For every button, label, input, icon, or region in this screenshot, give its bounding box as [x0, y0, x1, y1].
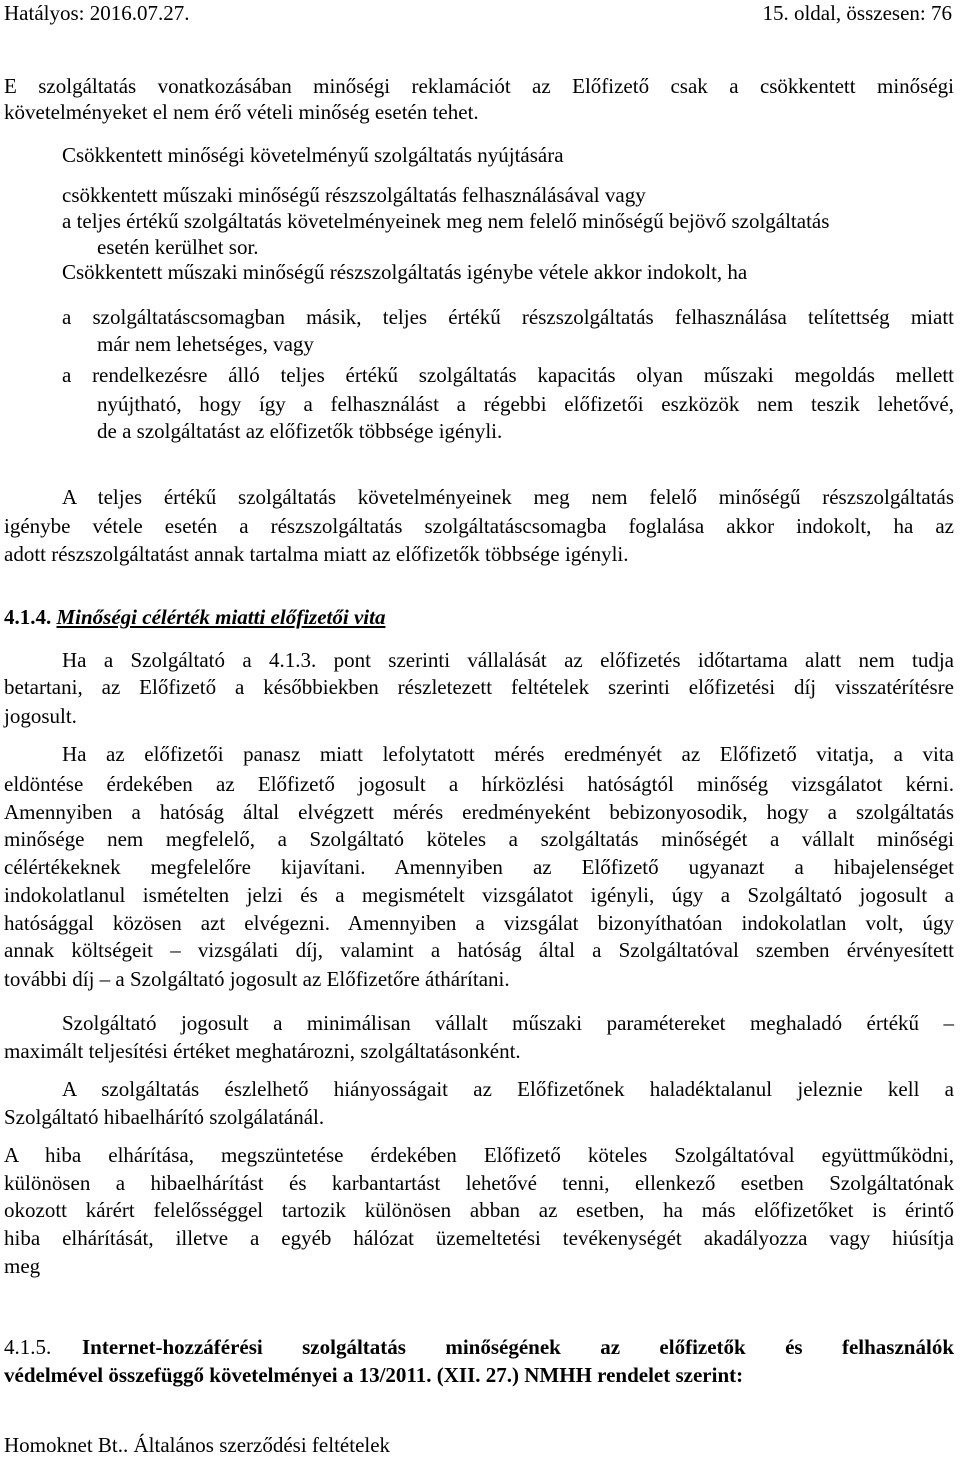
paragraph-line: E szolgáltatás vonatkozásában minőségi reklamációt az Előfizető csak a csökkentett minőségi — [4, 74, 954, 98]
paragraph-line: Amennyiben a hatóság által elvégzett mérés eredményeként bebizonyosodik, hogy a szolgáltatás — [4, 800, 954, 824]
footer-text: Homoknet Bt.. Általános szerződési feltételek — [4, 1433, 391, 1457]
section-title: védelmével összefüggő követelményei a 13/2011. (XII. 27.) NMHH rendelet szerint: — [4, 1363, 744, 1387]
paragraph-line: Ha a Szolgáltató a 4.1.3. pont szerinti vállalását az előfizetés időtartama alatt nem tudja — [62, 648, 954, 672]
paragraph-line: adott részszolgáltatást annak tartalma miatt az előfizetők többsége igényli. — [4, 542, 629, 566]
section-heading-4-1-4 — [0, 604, 960, 631]
paragraph-line: Ha az előfizetői panasz miatt lefolytatott mérés eredményét az Előfizető vitatja, a vita — [62, 742, 954, 766]
paragraph-line: igénybe vétele esetén a részszolgáltatás szolgáltatáscsomagba foglalása akkor indokolt, ha az — [4, 514, 954, 538]
paragraph-line: betartani, az Előfizető a későbbiekben részletezett feltételek szerinti előfizetési díj visszatérítésre — [4, 675, 954, 699]
list-item: a rendelkezésre álló teljes értékű szolgáltatás kapacitás olyan műszaki megoldás mellett — [62, 363, 954, 387]
paragraph-line: meg — [4, 1254, 41, 1278]
paragraph-line: különösen a hibaelhárítást és karbantartást lehetővé tenni, ellenkező esetben Szolgáltatónak — [4, 1171, 954, 1195]
paragraph-line: Szolgáltató jogosult a minimálisan vállalt műszaki paramétereket meghaladó értékű ‒ — [62, 1011, 954, 1035]
paragraph-line: maximált teljesítési értéket meghatározni, szolgáltatásonként. — [4, 1039, 521, 1063]
page-info: 15. oldal, összesen: 76 — [762, 1, 952, 25]
paragraph-line: Szolgáltató hibaelhárító szolgálatánál. — [4, 1105, 325, 1129]
paragraph-line: eldöntése érdekében az Előfizető jogosult a hírközlési hatóságtól minőség vizsgálatot kérni. — [4, 772, 954, 796]
paragraph-line: további díj ‒ a Szolgáltató jogosult az Előfizetőre áthárítani. — [4, 967, 510, 991]
paragraph-line: hiba elhárítását, illetve a egyéb hálózat üzemeltetési tevékenységét akadályozza vagy hiúsítja — [4, 1226, 954, 1250]
paragraph-line: A hiba elhárítása, megszüntetése érdekében Előfizető köteles Szolgáltatóval együttműködni, — [4, 1143, 954, 1167]
paragraph-line: Csökkentett minőségi követelményű szolgáltatás nyújtására — [62, 143, 564, 167]
section-title: Internet-hozzáférési szolgáltatás minőségének az előfizetők és felhasználók — [82, 1335, 954, 1359]
paragraph-line: hatósággal közösen azt elvégezni. Amennyiben a vizsgálat bizonyíthatóan indokolatlan volt, úgy — [4, 911, 954, 935]
list-item: nyújtható, hogy így a felhasználást a régebbi előfizetői eszközök nem teszik lehetővé, — [97, 392, 954, 416]
section-number: 4.1.4. — [4, 605, 52, 629]
list-item: esetén kerülhet sor. — [97, 235, 259, 259]
paragraph-line: követelményeket el nem érő vételi minőség esetén tehet. — [4, 100, 479, 124]
list-item: a szolgáltatáscsomagban másik, teljes értékű részszolgáltatás felhasználása telítettség miatt — [62, 305, 954, 329]
paragraph-line: jogosult. — [4, 704, 77, 728]
paragraph-line: okozott kárért felelősséggel tartozik különösen abban az esetben, ha más előfizetőket is érintő — [4, 1198, 954, 1222]
paragraph-line: annak költségeit ‒ vizsgálati díj, valamint a hatóság által a Szolgáltatóval szemben érvényesített — [4, 938, 954, 962]
list-item: már nem lehetséges, vagy — [97, 332, 314, 356]
list-item: de a szolgáltatást az előfizetők többsége igényli. — [97, 419, 503, 443]
paragraph-line: célértékeknek megfelelőre kijavítani. Amennyiben az Előfizető ugyanazt a hibajelenséget — [4, 855, 954, 879]
paragraph-line: A szolgáltatás észlelhető hiányosságait az Előfizetőnek haladéktalanul jeleznie kell a — [62, 1077, 954, 1101]
paragraph-line: Csökkentett műszaki minőségű részszolgáltatás igénybe vétele akkor indokolt, ha — [62, 260, 748, 284]
section-number: 4.1.5. — [4, 1335, 52, 1359]
paragraph-line: A teljes értékű szolgáltatás követelményeinek meg nem felelő minőségű részszolgáltatás — [62, 485, 954, 509]
paragraph-line: indokolatlanul ismételten jelzi és a megismételt vizsgálatot igényli, úgy a Szolgáltató jogosult a — [4, 883, 954, 907]
list-item: a teljes értékű szolgáltatás követelményeinek meg nem felelő minőségű bejövő szolgáltatás — [62, 209, 830, 233]
list-item: csökkentett műszaki minőségű részszolgáltatás felhasználásával vagy — [62, 183, 646, 207]
paragraph-line: minősége nem megfelelő, a Szolgáltató köteles a szolgáltatás minőségét a vállalt minőségi — [4, 827, 954, 851]
section-title: Minőségi célérték miatti előfizetői vita — [56, 605, 386, 629]
effective-date: Hatályos: 2016.07.27. — [4, 1, 190, 25]
